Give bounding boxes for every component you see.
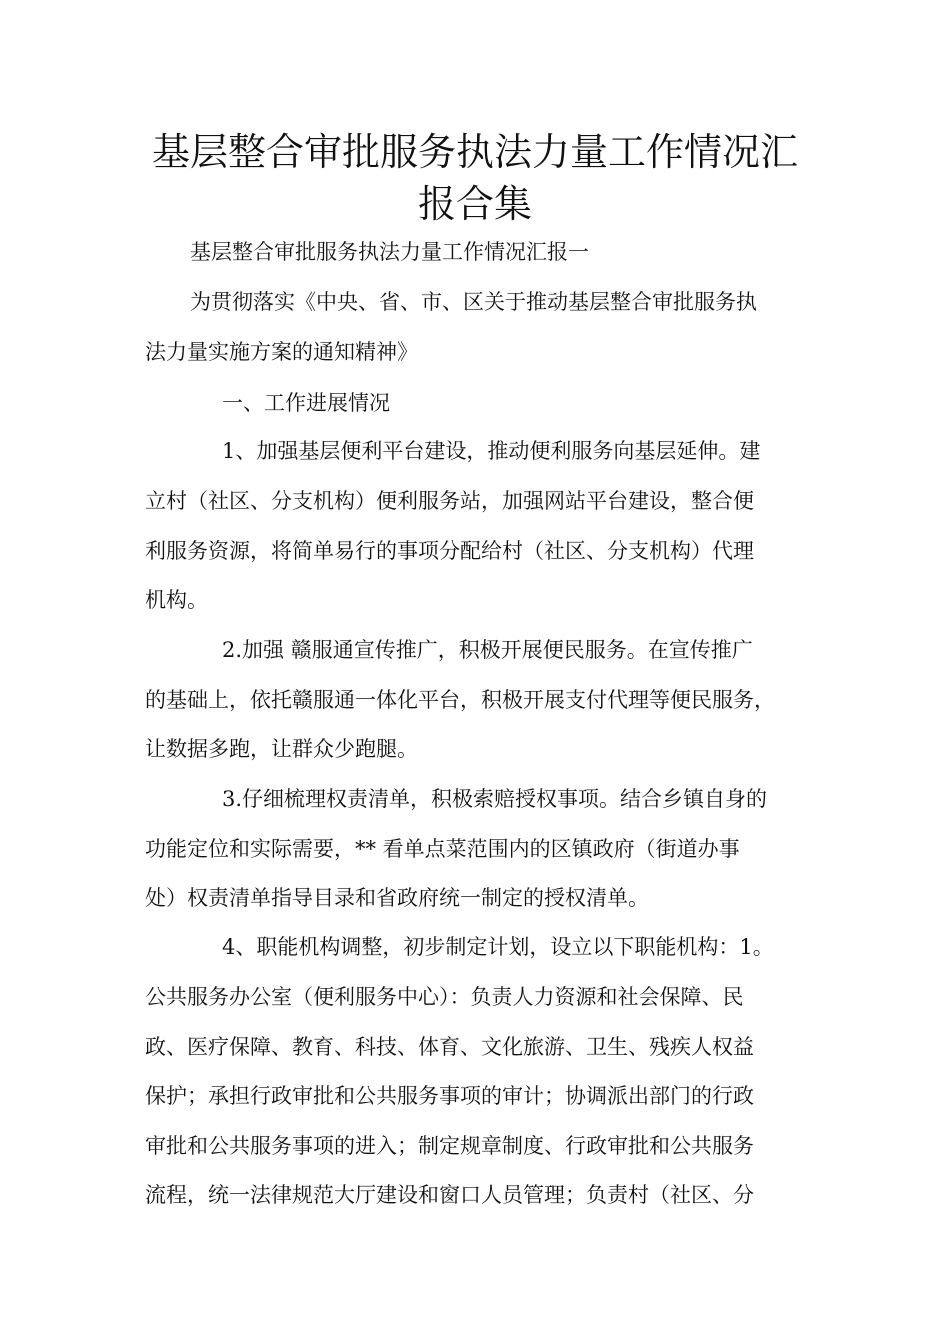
- paragraph-line: 机构。: [145, 588, 208, 612]
- paragraph-line: 1、加强基层便利平台建设，推动便利服务向基层延伸。建: [222, 439, 761, 463]
- paragraph-line: 立村（社区、分支机构）便利服务站，加强网站平台建设，整合便: [145, 489, 754, 513]
- paragraph-line: 利服务资源，将简单易行的事项分配给村（社区、分支机构）代理: [145, 539, 754, 563]
- paragraph-line: 3.仔细梳理权责清单，积极索赔授权事项。结合乡镇自身的: [222, 787, 768, 811]
- section-heading: 一、工作进展情况: [222, 391, 390, 415]
- document-title-line-1: 基层整合审批服务执法力量工作情况汇: [151, 130, 798, 174]
- paragraph-line: 保护；承担行政审批和公共服务事项的审计；协调派出部门的行政: [145, 1084, 754, 1108]
- paragraph-line: 2.加强 赣服通宣传推广，积极开展便民服务。在宣传推广: [222, 638, 753, 662]
- paragraph-line: 政、医疗保障、教育、科技、体育、文化旅游、卫生、残疾人权益: [145, 1035, 754, 1059]
- paragraph-line: 流程，统一法律规范大厅建设和窗口人员管理；负责村（社区、分: [145, 1183, 754, 1207]
- paragraph-line: 的基础上，依托赣服通一体化平台，积极开展支付代理等便民服务，: [145, 688, 775, 712]
- paragraph-line: 法力量实施方案的通知精神》: [145, 340, 418, 364]
- paragraph-line: 功能定位和实际需要，** 看单点菜范围内的区镇政府（街道办事: [145, 837, 740, 861]
- document-title-line-2: 报合集: [417, 182, 532, 226]
- paragraph-line: 4、职能机构调整，初步制定计划，设立以下职能机构：1。: [222, 935, 774, 959]
- paragraph-line: 为贯彻落实《中央、省、市、区关于推动基层整合审批服务执: [190, 290, 757, 314]
- paragraph-line: 让数据多跑，让群众少跑腿。: [145, 737, 418, 761]
- subtitle-line: 基层整合审批服务执法力量工作情况汇报一: [190, 240, 589, 264]
- paragraph-line: 公共服务办公室（便利服务中心）：负责人力资源和社会保障、民: [145, 985, 744, 1009]
- paragraph-line: 审批和公共服务事项的进入；制定规章制度、行政审批和公共服务: [145, 1134, 754, 1158]
- paragraph-line: 处）权责清单指导目录和省政府统一制定的授权清单。: [145, 886, 649, 910]
